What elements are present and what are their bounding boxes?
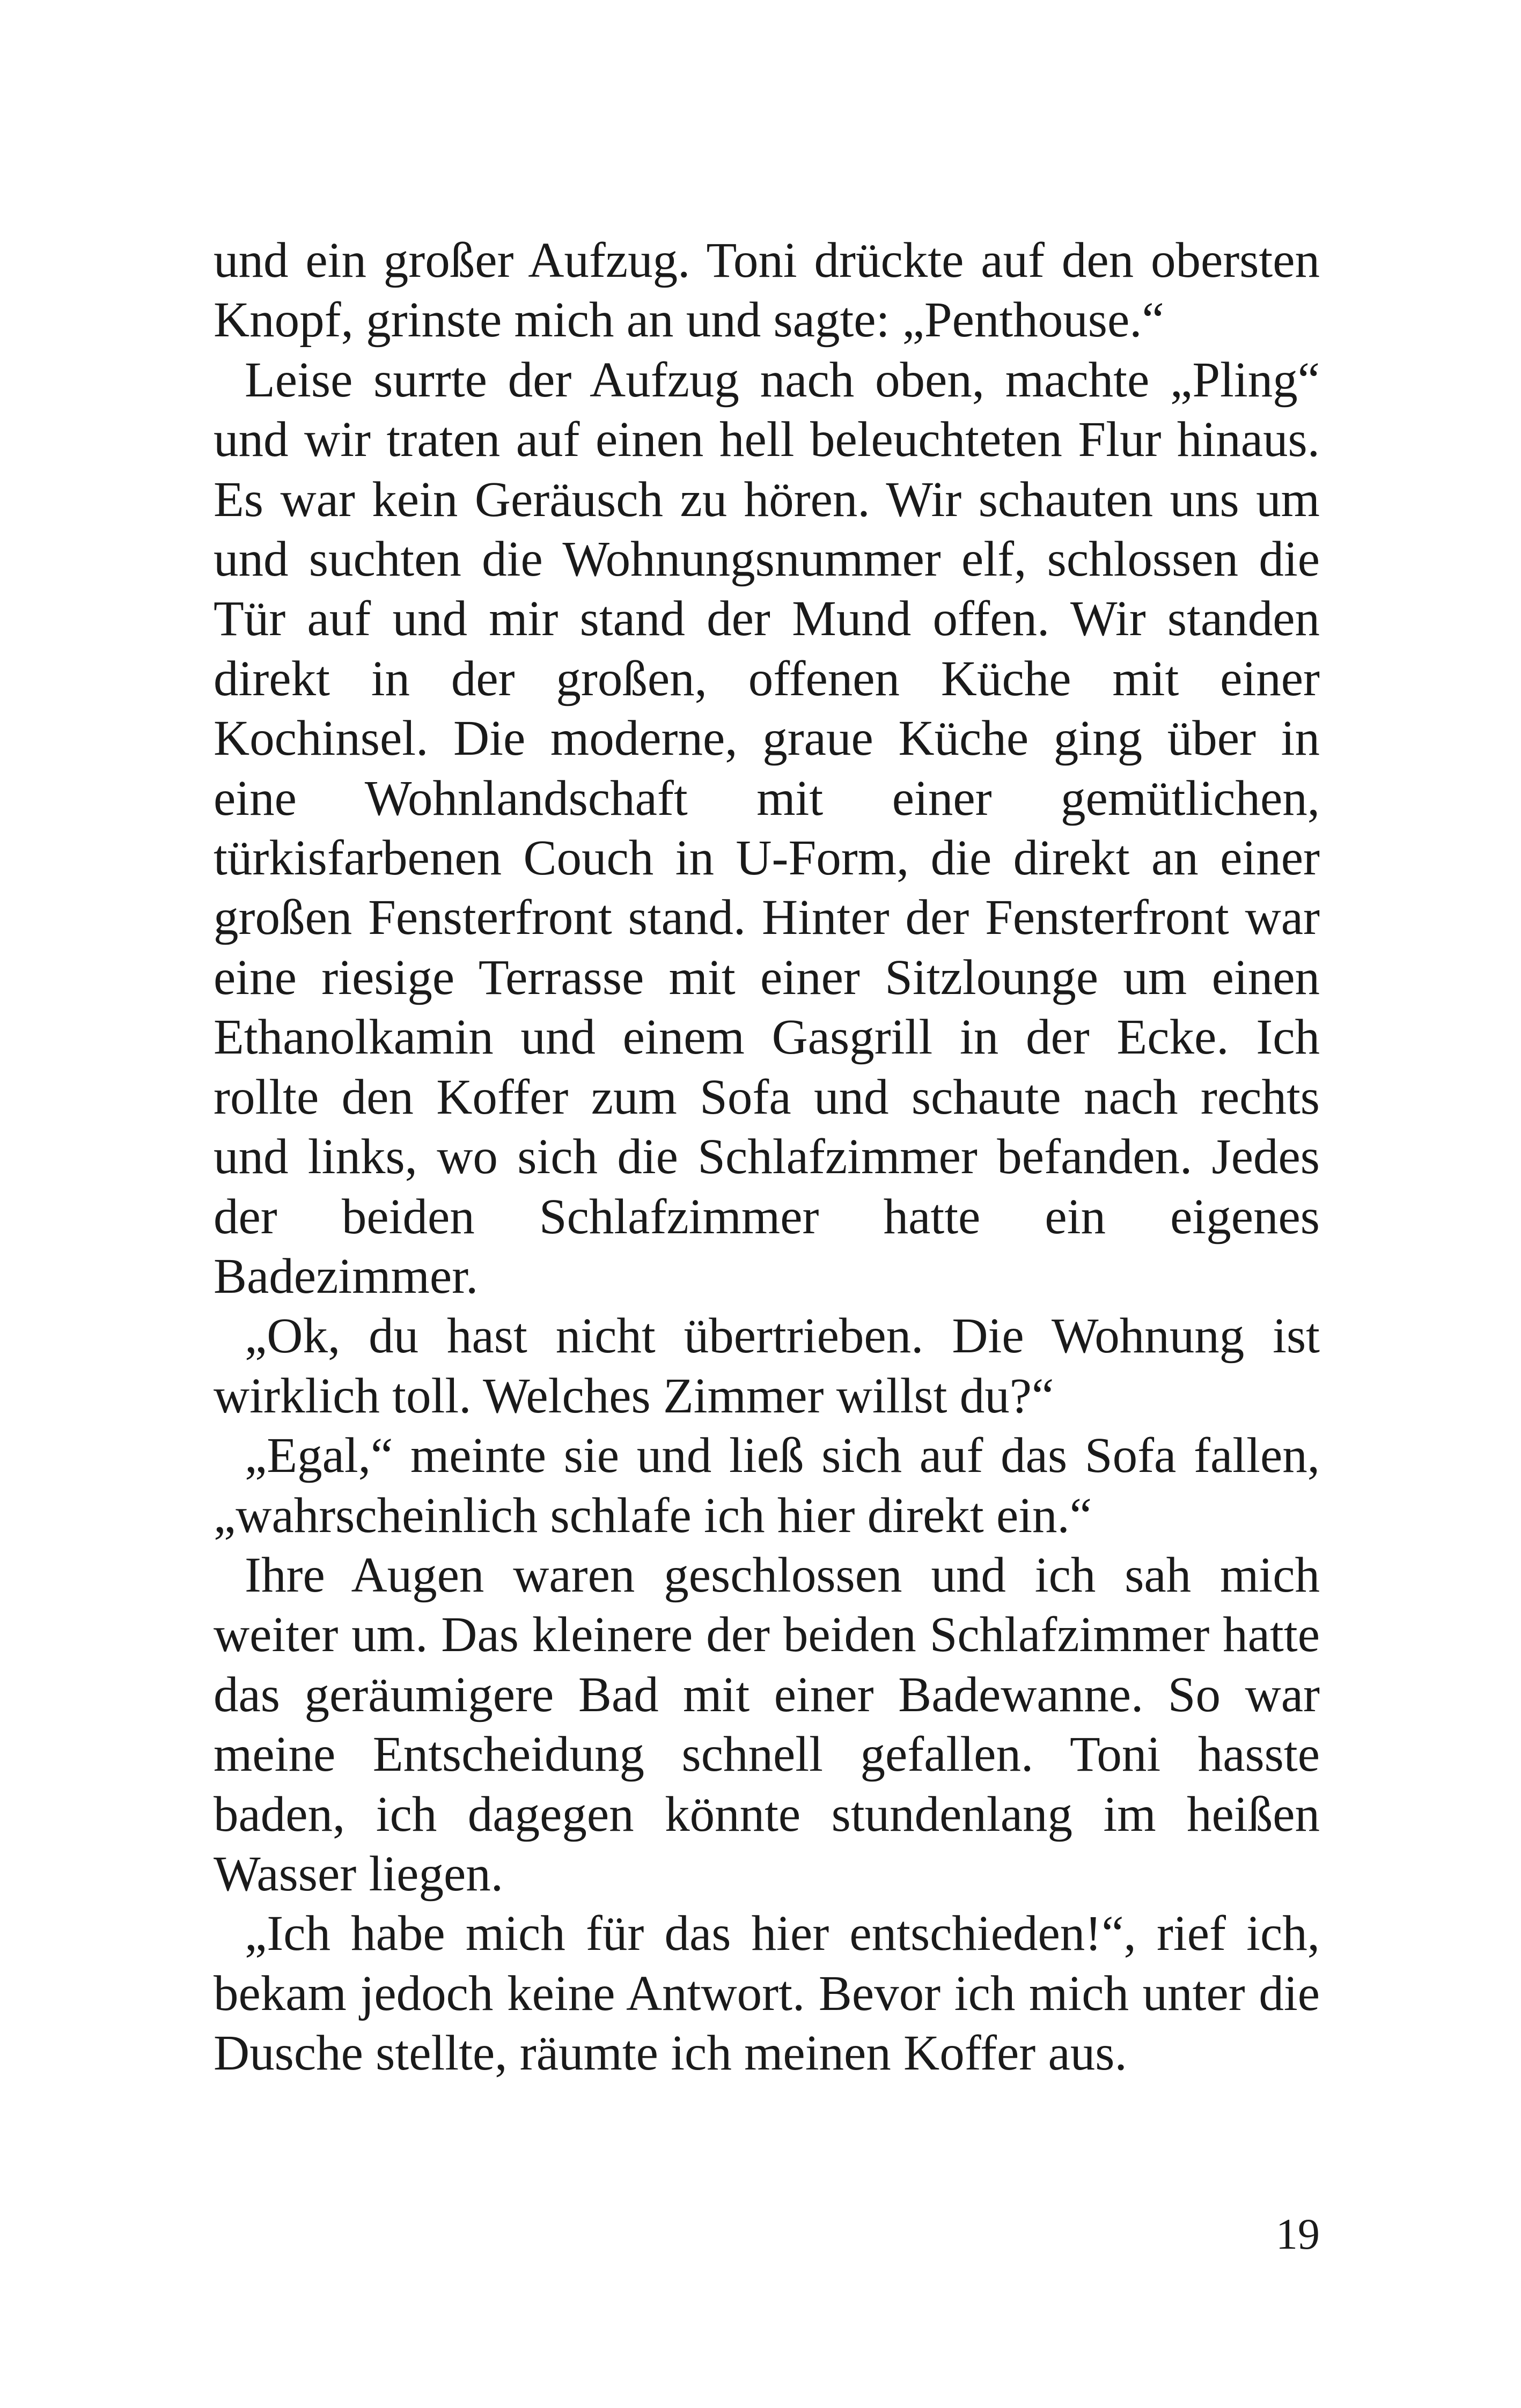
body-text bbox=[214, 231, 1320, 2083]
paragraph-6: „Ich habe mich für das hier entschieden!“, rief ich, bekam jedoch keine Antwort. Bevor ich mich unter die Dusche stellte, räumte ich meinen Koffer aus. bbox=[214, 1906, 1320, 2081]
paragraph-4: „Egal,“ meinte sie und ließ sich auf das Sofa fallen, „wahrscheinlich schlafe ich hier direkt ein.“ bbox=[214, 1428, 1320, 1543]
paragraph-5: Ihre Augen waren geschlossen und ich sah mich weiter um. Das kleinere der beiden Schlafzimmer hatte das geräumigere Bad mit einer Badewanne. So war meine Entscheidung schnell gefallen. Toni hasste baden, ich dagegen könnte stundenlang im heißen Wasser liegen. bbox=[214, 1547, 1320, 1902]
paragraph-3: „Ok, du hast nicht übertrieben. Die Wohnung ist wirklich toll. Welches Zimmer willst du?“ bbox=[214, 1308, 1320, 1424]
paragraph-2: Leise surrte der Aufzug nach oben, machte „Pling“ und wir traten auf einen hell beleuchteten Flur hinaus. Es war kein Geräusch zu hören. Wir schauten uns um und suchten die Wohnungsnummer elf, schlossen die Tür auf und mir stand der Mund offen. Wir standen direkt in der großen, offenen Küche mit einer Kochinsel. Die moderne, graue Küche ging über in eine Wohnlandschaft mit einer gemütlichen, türkisfarbenen Couch in U-Form, die direkt an einer großen Fensterfront stand. Hinter der Fensterfront war eine riesige Terrasse mit einer Sitzlounge um einen Ethanolkamin und einem Gasgrill in der Ecke. Ich rollte den Koffer zum Sofa und schaute nach rechts und links, wo sich die Schlafzimmer befanden. Jedes der beiden Schlafzimmer hatte ein eigenes Badezimmer. bbox=[214, 352, 1320, 1304]
paragraph-1: und ein großer Aufzug. Toni drückte auf den obersten Knopf, grinste mich an und sagte: „Penthouse.“ bbox=[214, 233, 1320, 348]
page-number: 19 bbox=[1276, 2210, 1320, 2258]
